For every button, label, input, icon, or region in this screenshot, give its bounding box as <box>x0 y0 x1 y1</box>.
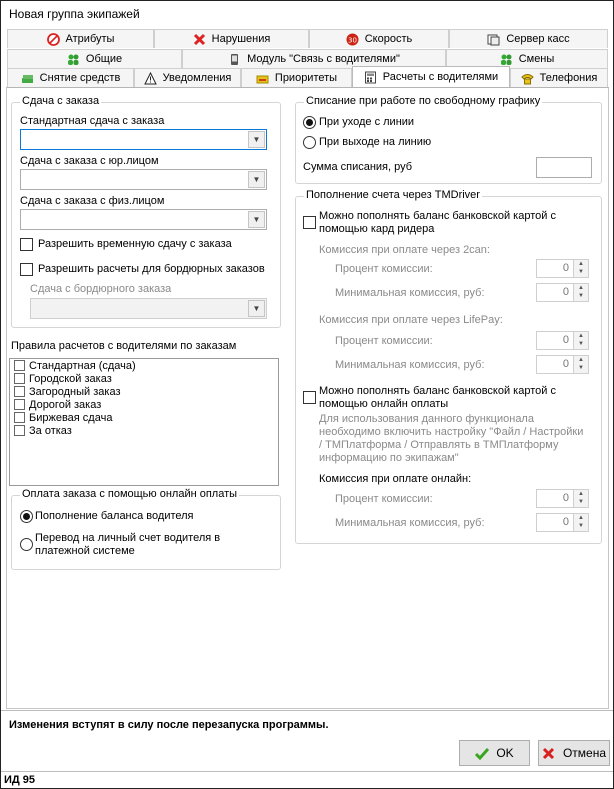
priority-icon <box>256 72 269 85</box>
stepper-value: 0 <box>562 516 569 528</box>
personal-transfer-radio[interactable] <box>20 538 33 551</box>
writeoff-sum-label: Сумма списания, руб <box>303 161 413 173</box>
speed-limit-icon <box>346 33 359 46</box>
percent-label: Процент комиссии: <box>335 493 433 505</box>
rule-label: Биржевая сдача <box>29 412 113 424</box>
minfee-2can-stepper[interactable] <box>536 283 589 302</box>
minfee-label: Минимальная комиссия, руб: <box>335 359 485 371</box>
group-title: Пополнение счета через TMDriver <box>306 189 480 201</box>
warning-icon <box>144 72 157 85</box>
temp-change-label: Разрешить временную сдачу с заказа <box>38 238 232 250</box>
restart-notice: Изменения вступят в силу после перезапуска программы. <box>9 719 329 731</box>
card-reader-checkbox[interactable] <box>303 216 316 229</box>
rule-label: Стандартная (сдача) <box>29 360 136 372</box>
tab-attributes[interactable] <box>7 29 154 48</box>
stepper-value: 0 <box>562 492 569 504</box>
percent-lifepay-stepper[interactable] <box>536 331 589 350</box>
tab-notifications[interactable] <box>134 68 241 87</box>
red-cross-icon <box>193 33 206 46</box>
on-enter-label: При выходе на линию <box>319 136 432 148</box>
info-text-2: необходимо включить настройку "Файл / Настройки <box>319 426 584 438</box>
tab-label: Модуль "Связь с водителями" <box>247 53 400 65</box>
calculator-icon <box>364 71 377 84</box>
stepper-arrows-icon[interactable]: ▲ ▼ <box>573 284 588 301</box>
tab-label: Приоритеты <box>274 72 338 84</box>
online-topup-label-2: помощью онлайн оплаты <box>319 398 449 410</box>
stepper-arrows-icon[interactable]: ▲ ▼ <box>573 260 588 277</box>
rules-list[interactable] <box>9 358 279 486</box>
minfee-lifepay-stepper[interactable] <box>536 355 589 374</box>
tab-driver-settlements[interactable] <box>352 66 510 87</box>
list-item[interactable] <box>14 425 72 437</box>
status-separator <box>1 771 613 772</box>
list-item[interactable] <box>14 373 112 385</box>
rule-label: Загородный заказ <box>29 386 121 398</box>
window-title: Новая группа экипажей <box>9 7 140 21</box>
list-item[interactable] <box>14 386 121 398</box>
minfee-label: Минимальная комиссия, руб: <box>335 517 485 529</box>
fee-lifepay-label: Комиссия при оплате через LifePay: <box>319 314 503 326</box>
list-item[interactable] <box>14 399 101 411</box>
legal-change-select[interactable] <box>20 169 267 190</box>
checkmark-icon <box>475 747 488 760</box>
info-text-4: информацию по экипажам" <box>319 452 459 464</box>
minfee-online-stepper[interactable] <box>536 513 589 532</box>
border-orders-checkbox[interactable] <box>20 263 33 276</box>
border-change-label: Сдача с бордюрного заказа <box>30 283 172 295</box>
cancel-label: Отмена <box>562 746 607 760</box>
balance-topup-label: Пополнение баланса водителя <box>35 510 194 522</box>
cross-icon <box>542 747 555 760</box>
percent-2can-stepper[interactable] <box>536 259 589 278</box>
rule-label: За отказ <box>29 425 72 437</box>
fee-2can-label: Комиссия при оплате через 2can: <box>319 244 490 256</box>
rules-title: Правила расчетов с водителями по заказам <box>11 340 237 352</box>
tab-label: Смены <box>518 53 555 65</box>
chevron-down-icon[interactable]: ▼ <box>248 131 265 148</box>
footer-separator <box>1 710 613 711</box>
list-item[interactable] <box>14 412 112 424</box>
info-text-1: Для использования данного функционала <box>319 413 534 425</box>
tab-priorities[interactable] <box>241 68 352 87</box>
online-topup-label: Можно пополнять баланс банковской картой с <box>319 385 556 397</box>
chevron-down-icon[interactable]: ▼ <box>248 300 265 317</box>
percent-label: Процент комиссии: <box>335 263 433 275</box>
group-title: Оплата заказа с помощью онлайн оплаты <box>22 488 238 500</box>
stepper-arrows-icon[interactable]: ▲ ▼ <box>573 356 588 373</box>
balance-topup-radio[interactable] <box>20 510 33 523</box>
cancel-button[interactable] <box>538 740 610 766</box>
standard-change-label: Стандартная сдача с заказа <box>20 115 165 127</box>
group-title: Сдача с заказа <box>22 95 100 107</box>
tab-withdrawal[interactable] <box>7 68 134 87</box>
stepper-value: 0 <box>562 334 569 346</box>
tab-label: Снятие средств <box>39 72 121 84</box>
tab-speed[interactable] <box>309 29 449 48</box>
stepper-arrows-icon[interactable]: ▲ ▼ <box>573 514 588 531</box>
on-enter-radio[interactable] <box>303 136 316 149</box>
people-icon <box>500 53 513 66</box>
rule-checkbox[interactable] <box>14 360 25 371</box>
rule-label: Дорогой заказ <box>29 399 102 411</box>
tab-label: Атрибуты <box>65 33 115 45</box>
record-id: ИД 95 <box>4 774 36 786</box>
ok-button[interactable] <box>459 740 530 766</box>
rule-checkbox[interactable] <box>14 412 25 423</box>
tab-label: Расчеты с водителями <box>382 71 499 83</box>
tab-label: Уведомления <box>162 72 232 84</box>
chevron-down-icon[interactable]: ▼ <box>248 171 265 188</box>
phone-icon <box>521 72 534 85</box>
rule-checkbox[interactable] <box>14 373 25 384</box>
minfee-label: Минимальная комиссия, руб: <box>335 287 485 299</box>
phone-module-icon <box>228 53 241 66</box>
stepper-arrows-icon[interactable]: ▲ ▼ <box>573 332 588 349</box>
person-change-label: Сдача с заказа с физ.лицом <box>20 195 165 207</box>
on-leave-label: При уходе с линии <box>319 116 415 128</box>
card-reader-label-2: помощью кард ридера <box>319 223 435 235</box>
legal-change-label: Сдача с заказа с юр.лицом <box>20 155 159 167</box>
fee-online-label: Комиссия при оплате онлайн: <box>319 473 472 485</box>
rule-checkbox[interactable] <box>14 386 25 397</box>
percent-label: Процент комиссии: <box>335 335 433 347</box>
percent-online-stepper[interactable] <box>536 489 589 508</box>
stepper-arrows-icon[interactable]: ▲ ▼ <box>573 490 588 507</box>
online-topup-checkbox[interactable] <box>303 391 316 404</box>
group-title: Списание при работе по свободному графику <box>306 95 541 107</box>
tab-telephony[interactable] <box>510 68 608 87</box>
on-leave-radio[interactable] <box>303 116 316 129</box>
tab-label: Скорость <box>364 33 413 45</box>
stepper-value: 0 <box>562 358 569 370</box>
chevron-down-icon[interactable]: ▼ <box>248 211 265 228</box>
standard-change-select[interactable] <box>20 129 267 150</box>
tab-label: Сервер касс <box>506 33 570 45</box>
writeoff-sum-input[interactable] <box>536 157 592 178</box>
tab-label: Нарушения <box>211 33 271 45</box>
stepper-value: 0 <box>562 286 569 298</box>
cash-server-icon <box>487 33 500 46</box>
info-text-3: / ТМПлатформа / Отправлять в ТМПлатформу <box>319 439 559 451</box>
temp-change-checkbox[interactable] <box>20 238 33 251</box>
border-change-select[interactable] <box>30 298 267 319</box>
personal-transfer-label-2: платежной системе <box>35 545 135 557</box>
svg-text:30: 30 <box>347 36 357 44</box>
card-reader-label: Можно пополнять баланс банковской картой с <box>319 210 556 222</box>
rule-checkbox[interactable] <box>14 425 25 436</box>
tab-label: Телефония <box>539 72 598 84</box>
ok-label: OK <box>496 746 514 760</box>
border-orders-label: Разрешить расчеты для бордюрных заказов <box>38 263 265 275</box>
list-item[interactable] <box>14 360 136 372</box>
no-smoking-icon <box>47 33 60 46</box>
tab-general[interactable] <box>7 49 182 68</box>
rule-label: Городской заказ <box>29 373 112 385</box>
rule-checkbox[interactable] <box>14 399 25 410</box>
tab-cash-server[interactable] <box>449 29 608 48</box>
personal-transfer-label: Перевод на личный счет водителя в <box>35 532 221 544</box>
person-change-select[interactable] <box>20 209 267 230</box>
tab-label: Общие <box>85 53 123 65</box>
tab-violations[interactable] <box>154 29 309 48</box>
money-stack-icon <box>21 72 34 85</box>
stepper-value: 0 <box>562 262 569 274</box>
people-icon <box>67 53 80 66</box>
